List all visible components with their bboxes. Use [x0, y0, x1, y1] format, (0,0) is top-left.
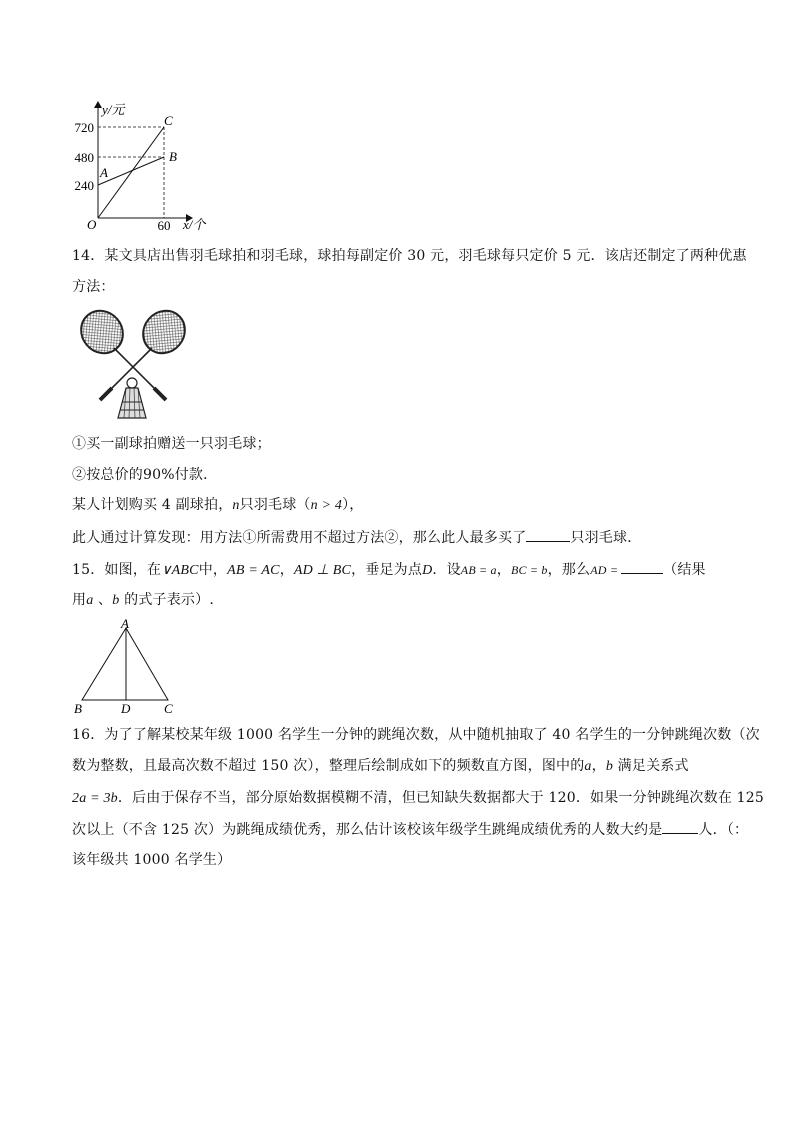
q14-ask-pre: 此人通过计算发现：用方法①所需费用不超过方法②，那么此人最多买了: [72, 530, 527, 546]
tick-60: 60: [157, 218, 171, 233]
fig-label-a: A: [121, 616, 129, 631]
q15-line1: [72, 559, 706, 581]
q16-var-a: a: [584, 759, 592, 774]
q15-text-a: 15．如图，在: [72, 562, 162, 578]
q16-line2: [72, 756, 689, 777]
q15-text-h: （结果: [663, 562, 706, 578]
q15-vec-bc: BC = b: [510, 563, 548, 577]
q15-point-d: D: [422, 563, 433, 578]
q16-eq: 2a = 3b: [72, 791, 118, 806]
q15-triangle: ∨ABC: [161, 563, 199, 578]
q15-text-sep: 、: [93, 592, 113, 608]
point-a-label: A: [100, 165, 108, 180]
q14-plan-mid: 只羽毛球（: [239, 497, 311, 513]
q16-text-unit: 人．（：: [698, 822, 749, 838]
q15-text-b: 中，: [198, 562, 228, 578]
x-axis-label: x/个: [183, 217, 206, 232]
q15-vec-ab: AB = a: [460, 563, 497, 577]
q15-answer-blank[interactable]: [621, 559, 663, 574]
q15-eq2: AD ⊥ BC: [293, 563, 352, 578]
q14-plan: [72, 495, 363, 516]
q14-plan-cond: n > 4: [310, 498, 343, 513]
q15-line2: [72, 590, 214, 611]
tick-720: 720: [74, 120, 94, 135]
q16-text-a: 数为整数，且最高次数不超过 150 次），整理后绘制成如下的频数直方图，图中的: [72, 758, 585, 774]
q15-text-g: ，那么: [547, 562, 591, 578]
badminton-illustration: [74, 306, 192, 424]
point-b-label: B: [169, 149, 177, 164]
q13-line-graph: [60, 96, 220, 236]
q14-ask-post: 只羽毛球．: [570, 530, 642, 546]
q15-vec-b: b: [112, 593, 120, 608]
q14-plan-pre: 某人计划购买 4 副球拍，: [72, 497, 233, 513]
q14-plan-post: ），: [342, 497, 364, 513]
q15-text-f: ，: [496, 562, 511, 578]
q16-text-rest: ．后由于保存不当，部分原始数据模糊不清，但已知缺失数据都大于 120．如果一分钟跳绳次数在 125: [117, 790, 765, 806]
q16-text-b: ，: [591, 758, 606, 774]
q16-line5: 该年级共 1000 名学生）: [72, 852, 232, 868]
q15-eq1: AB = AC: [227, 563, 280, 578]
q15-text-d: ，垂足为点: [351, 562, 423, 578]
q15-vec-ad: AD =: [590, 563, 619, 577]
fig-label-c: C: [164, 701, 173, 716]
tick-240: 240: [74, 178, 94, 193]
q15-text-use: 用: [72, 592, 87, 608]
q16-line3: [72, 788, 764, 809]
q14-ask: [72, 527, 641, 548]
q14-plan-var: n: [232, 498, 240, 513]
origin-label: O: [87, 217, 97, 232]
q14-line1: 14．某文具店出售羽毛球拍和羽毛球，球拍每副定价 30 元，羽毛球每只定价 5 元．该店还制定了两种优惠: [72, 248, 747, 264]
q14-method1: ①买一副球拍赠送一只羽毛球；: [72, 436, 271, 452]
q15-vec-a: a: [86, 593, 94, 608]
fig-label-d: D: [121, 701, 131, 716]
q14-line2: 方法：: [72, 279, 115, 295]
q15-text-expr: 的式子表示）.: [119, 592, 214, 608]
q16-line1: 16．为了了解某校某年级 1000 名学生一分钟的跳绳次数，从中随机抽取了 40 名学生的一分钟跳绳次数（次: [72, 727, 760, 743]
q15-text-c: ，: [279, 562, 294, 578]
q15-text-e: ．设: [432, 562, 461, 578]
q14-answer-blank[interactable]: [526, 527, 570, 542]
shuttlecock-icon: [118, 378, 146, 418]
y-axis-label: y/元: [102, 102, 125, 117]
q15-triangle-figure: [70, 616, 186, 716]
q16-var-b: b: [605, 759, 614, 774]
q16-answer-blank[interactable]: [662, 819, 698, 834]
point-c-label: C: [164, 113, 173, 128]
q16-text-c: 满足关系式: [613, 758, 689, 774]
q14-method2: ②按总价的90%付款．: [72, 467, 218, 483]
tick-480: 480: [74, 150, 94, 165]
q16-line4: [72, 819, 748, 840]
fig-label-b: B: [74, 701, 82, 716]
q16-text-ask: 次以上（不含 125 次）为跳绳成绩优秀，那么估计该校该年级学生跳绳成绩优秀的人数大约是: [72, 822, 663, 838]
